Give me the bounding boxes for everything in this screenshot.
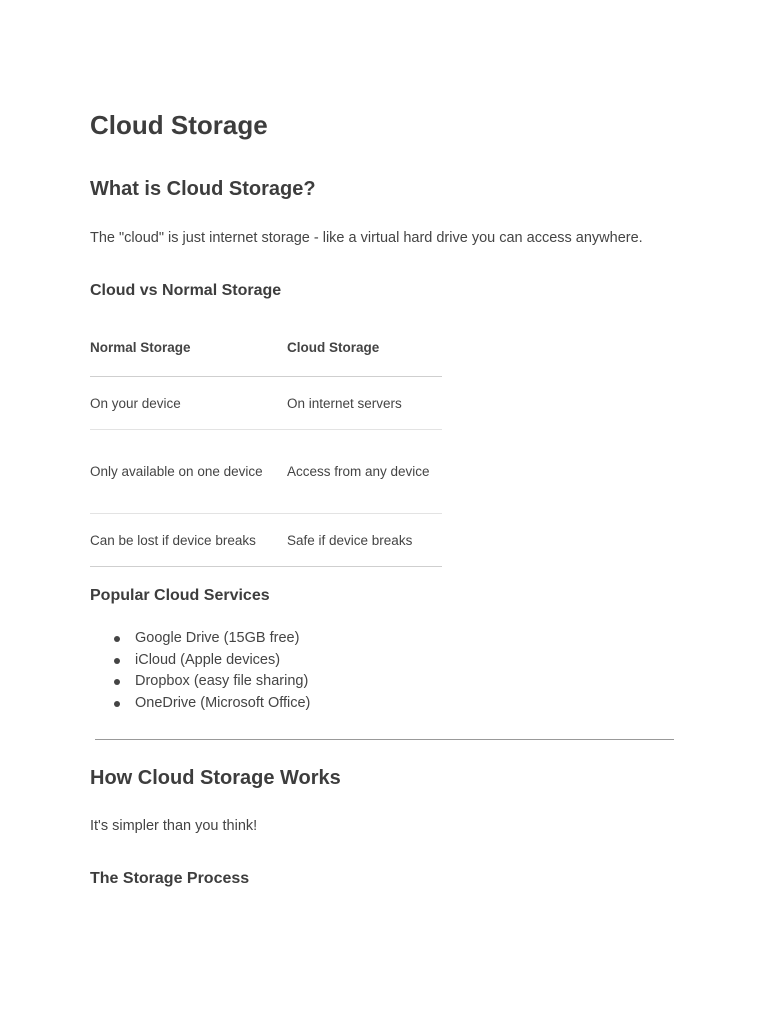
bullet-icon	[114, 636, 120, 642]
table-header-row	[90, 318, 442, 377]
list-item-text: Google Drive (15GB free)	[135, 630, 300, 646]
list-item-text: OneDrive (Microsoft Office)	[135, 694, 311, 711]
bullet-icon	[114, 658, 120, 664]
list-item-text: Dropbox (easy file sharing)	[135, 673, 309, 689]
table-cell: Access from any device	[287, 430, 442, 514]
table-cell: Can be lost if device breaks	[90, 514, 287, 567]
what-is-cloud-storage-text: The "cloud" is just internet storage - like a virtual hard drive you can access anywhere.	[90, 230, 643, 246]
table-row	[90, 377, 442, 430]
table-row	[90, 430, 442, 514]
subheading-cloud-vs-normal: Cloud vs Normal Storage	[90, 282, 282, 299]
list-item	[90, 693, 310, 715]
list-item	[90, 671, 310, 693]
page-title: Cloud Storage	[90, 110, 268, 140]
comparison-table	[90, 318, 442, 567]
column-header-normal-storage: Normal Storage	[90, 318, 287, 377]
table-cell: Safe if device breaks	[287, 514, 442, 567]
list-item	[90, 650, 310, 672]
table-cell: On internet servers	[287, 377, 442, 430]
list-item-text: iCloud (Apple devices)	[135, 651, 281, 668]
how-cloud-storage-works-text: It's simpler than you think!	[90, 818, 258, 834]
column-header-cloud-storage: Cloud Storage	[287, 318, 442, 377]
table-cell: On your device	[90, 377, 287, 430]
subheading-storage-process: The Storage Process	[90, 870, 250, 887]
horizontal-divider	[95, 739, 674, 740]
bullet-icon	[114, 701, 120, 707]
cloud-services-list	[90, 628, 310, 714]
table-row	[90, 514, 442, 567]
section-heading-what-is-cloud-storage: What is Cloud Storage?	[90, 178, 316, 200]
table-cell: Only available on one device	[90, 430, 287, 514]
bullet-icon	[114, 679, 120, 685]
section-heading-how-cloud-storage-works: How Cloud Storage Works	[90, 767, 341, 789]
subheading-popular-cloud-services: Popular Cloud Services	[90, 587, 270, 604]
list-item	[90, 628, 310, 650]
